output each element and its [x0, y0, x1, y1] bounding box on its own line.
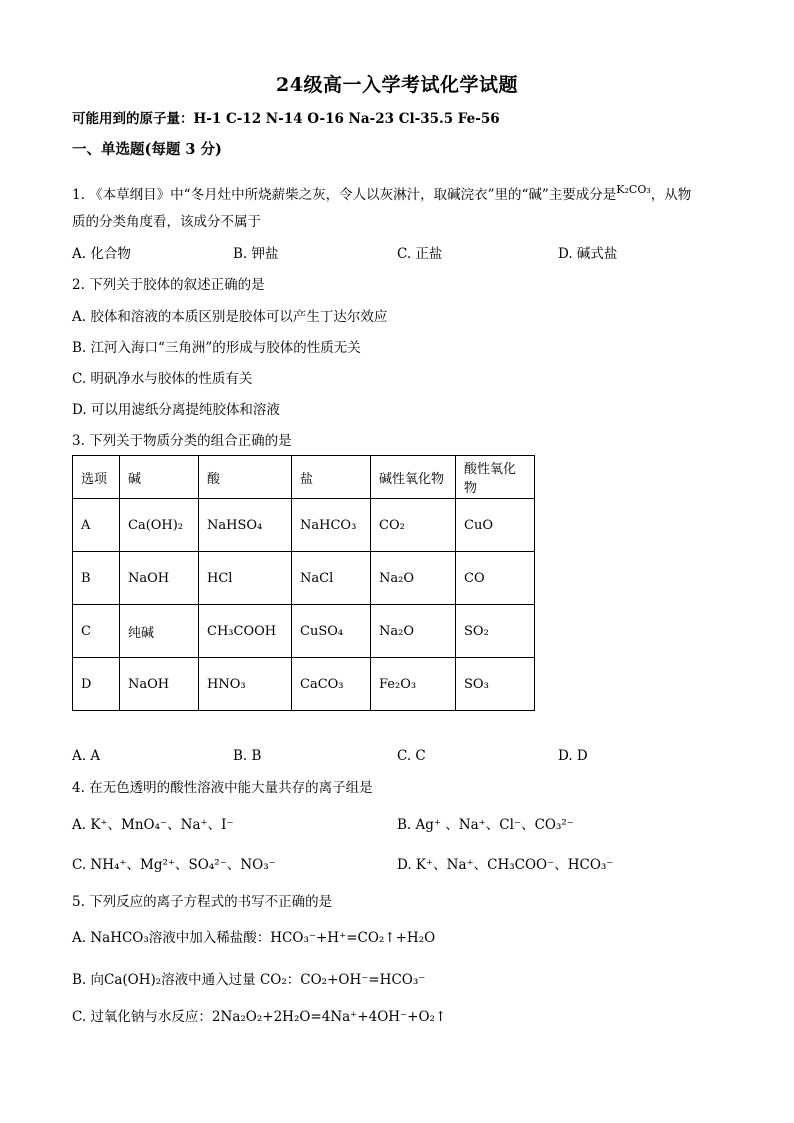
table-row: [73, 552, 535, 605]
q3-option-c: C. C: [397, 748, 426, 764]
q4-option-b: B. Ag⁺ 、Na⁺、Cl⁻、CO₃²⁻: [397, 817, 574, 833]
q1-option-b: B. 钾盐: [233, 246, 279, 262]
q5-option-b: B. 向Ca(OH)₂溶液中通入过量 CO₂：CO₂+OH⁻=HCO₃⁻: [72, 972, 426, 988]
q2-stem: 2. 下列关于胶体的叙述正确的是: [72, 277, 265, 293]
q5-option-a: A. NaHCO₃溶液中加入稀盐酸：HCO₃⁻+H⁺=CO₂↑+H₂O: [72, 930, 436, 946]
q1-stem-line2: 质的分类角度看，该成分不属于: [72, 214, 261, 230]
table-cell: A: [73, 499, 120, 552]
table-cell: CuSO₄: [292, 605, 371, 658]
table-cell: B: [73, 552, 120, 605]
table-header-cell: 碱: [120, 456, 199, 499]
table-cell: NaHSO₄: [199, 499, 292, 552]
table-cell: NaHCO₃: [292, 499, 371, 552]
q3-option-a: A. A: [72, 748, 101, 764]
table-header-cell: 碱性氧化物: [371, 456, 456, 499]
table-cell: NaOH: [120, 552, 199, 605]
classification-table: [72, 455, 535, 711]
table-cell: Ca(OH)₂: [120, 499, 199, 552]
section-heading: 一、单选题(每题 3 分): [72, 141, 222, 158]
table-header-cell: 酸性氧化物: [456, 456, 535, 499]
q3-stem: 3. 下列关于物质分类的组合正确的是: [72, 433, 292, 449]
q4-stem: 4. 在无色透明的酸性溶液中能大量共存的离子组是: [72, 780, 373, 796]
table-cell: NaOH: [120, 658, 199, 711]
table-row: [73, 605, 535, 658]
table-header-cell: 盐: [292, 456, 371, 499]
table-header-cell: 选项: [73, 456, 120, 499]
table-cell: Fe₂O₃: [371, 658, 456, 711]
q1-option-c: C. 正盐: [397, 246, 443, 262]
q1-stem-line1: [72, 180, 691, 205]
q1-option-a: A. 化合物: [72, 246, 131, 262]
table-cell: D: [73, 658, 120, 711]
table-cell: CO₂: [371, 499, 456, 552]
table-cell: HCl: [199, 552, 292, 605]
q1-formula: K₂CO₃: [616, 183, 651, 196]
q4-option-a: A. K⁺、MnO₄⁻、Na⁺、I⁻: [72, 817, 234, 833]
table-cell: SO₂: [456, 605, 535, 658]
table-cell: 纯碱: [120, 605, 199, 658]
q3-option-d: D. D: [558, 748, 588, 764]
page-title: 24级高一入学考试化学试题: [276, 74, 518, 96]
table-header-cell: 酸: [199, 456, 292, 499]
q1-option-d: D. 碱式盐: [558, 246, 618, 262]
table-cell: C: [73, 605, 120, 658]
q2-option-d: D. 可以用滤纸分离提纯胶体和溶液: [72, 402, 280, 418]
table-cell: CH₃COOH: [199, 605, 292, 658]
table-cell: CaCO₃: [292, 658, 371, 711]
q2-option-c: C. 明矾净水与胶体的性质有关: [72, 371, 253, 387]
atomic-masses: 可能用到的原子量：H-1 C-12 N-14 O-16 Na-23 Cl-35.5 Fe-56: [72, 111, 500, 127]
table-cell: HNO₃: [199, 658, 292, 711]
q4-option-d: D. K⁺、Na⁺、CH₃COO⁻、HCO₃⁻: [397, 857, 614, 873]
table-row: [73, 499, 535, 552]
table-cell: Na₂O: [371, 605, 456, 658]
q5-option-c: C. 过氧化钠与水反应：2Na₂O₂+2H₂O=4Na⁺+4OH⁻+O₂↑: [72, 1009, 447, 1025]
q2-option-a: A. 胶体和溶液的本质区别是胶体可以产生丁达尔效应: [72, 309, 388, 325]
q1-stem-text: 1. 《本草纲目》中“冬月灶中所烧薪柴之灰，令人以灰淋汁，取碱浣衣”里的“碱”主要成分是: [72, 187, 617, 203]
q4-option-c: C. NH₄⁺、Mg²⁺、SO₄²⁻、NO₃⁻: [72, 857, 276, 873]
table-cell: Na₂O: [371, 552, 456, 605]
q3-option-b: B. B: [233, 748, 262, 764]
table-cell: CuO: [456, 499, 535, 552]
q2-option-b: B. 江河入海口“三角洲”的形成与胶体的性质无关: [72, 340, 361, 356]
table-cell: SO₃: [456, 658, 535, 711]
table-cell: NaCl: [292, 552, 371, 605]
q1-stem-end: ，从物: [650, 187, 692, 203]
table-row: [73, 658, 535, 711]
q5-stem: 5. 下列反应的离子方程式的书写不正确的是: [72, 894, 333, 910]
table-cell: CO: [456, 552, 535, 605]
table-header-row: [73, 456, 535, 499]
